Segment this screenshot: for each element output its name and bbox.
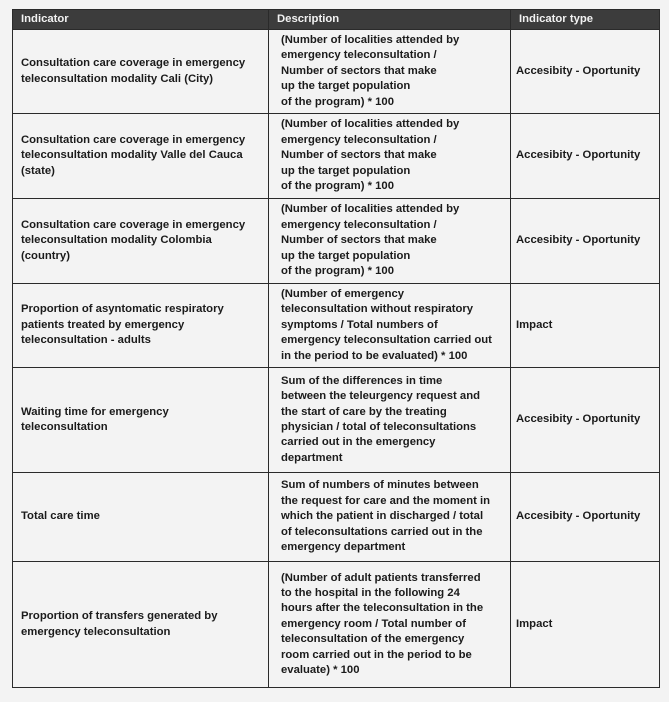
- table-header-row: [13, 10, 660, 30]
- indicator-type-cell: Impact: [511, 562, 660, 688]
- description-cell: (Number of localities attended by emergency teleconsultation / Number of sectors that make up the target population of the program) * 100: [269, 114, 511, 199]
- description-cell: Sum of the differences in time between the teleurgency request and the start of care by the treating physician / total of teleconsultations carried out in the emergency department: [269, 368, 511, 473]
- indicator-type-cell: Accesibity - Oportunity: [511, 368, 660, 473]
- table-row: [13, 114, 660, 199]
- description-cell: (Number of localities attended by emergency teleconsultation / Number of sectors that make up the target population of the program) * 100: [269, 199, 511, 284]
- description-cell: Sum of numbers of minutes between the request for care and the moment in which the patient in discharged / total of teleconsultations carried out in the emergency department: [269, 473, 511, 562]
- indicator-cell: Consultation care coverage in emergency teleconsultation modality Valle del Cauca (state): [13, 114, 269, 199]
- table-row: [13, 30, 660, 114]
- table-row: [13, 473, 660, 562]
- description-cell: (Number of localities attended by emergency teleconsultation / Number of sectors that make up the target population of the program) * 100: [269, 30, 511, 114]
- header-description: Description: [269, 10, 511, 30]
- indicator-cell: Waiting time for emergency teleconsultation: [13, 368, 269, 473]
- table-row: [13, 368, 660, 473]
- description-cell: (Number of adult patients transferred to the hospital in the following 24 hours after the teleconsultation in the emergency room / Total number of teleconsultation of the emergency room carried out in the period to be evaluate) * 100: [269, 562, 511, 688]
- indicator-type-cell: Accesibity - Oportunity: [511, 473, 660, 562]
- indicator-cell: Consultation care coverage in emergency teleconsultation modality Colombia (country): [13, 199, 269, 284]
- indicator-type-cell: Accesibity - Oportunity: [511, 114, 660, 199]
- header-indicator: Indicator: [13, 10, 269, 30]
- header-indicator-type: Indicator type: [511, 10, 660, 30]
- indicators-table: [12, 9, 660, 688]
- indicator-cell: Proportion of transfers generated by emergency teleconsultation: [13, 562, 269, 688]
- indicator-cell: Total care time: [13, 473, 269, 562]
- table-row: [13, 199, 660, 284]
- indicator-type-cell: Accesibity - Oportunity: [511, 30, 660, 114]
- indicator-type-cell: Impact: [511, 284, 660, 368]
- table-row: [13, 562, 660, 688]
- description-cell: (Number of emergency teleconsultation without respiratory symptoms / Total numbers of emergency teleconsultation carried out in the period to be evaluated) * 100: [269, 284, 511, 368]
- indicator-cell: Consultation care coverage in emergency teleconsultation modality Cali (City): [13, 30, 269, 114]
- table-row: [13, 284, 660, 368]
- indicator-cell: Proportion of asyntomatic respiratory patients treated by emergency teleconsultation - adults: [13, 284, 269, 368]
- indicator-type-cell: Accesibity - Oportunity: [511, 199, 660, 284]
